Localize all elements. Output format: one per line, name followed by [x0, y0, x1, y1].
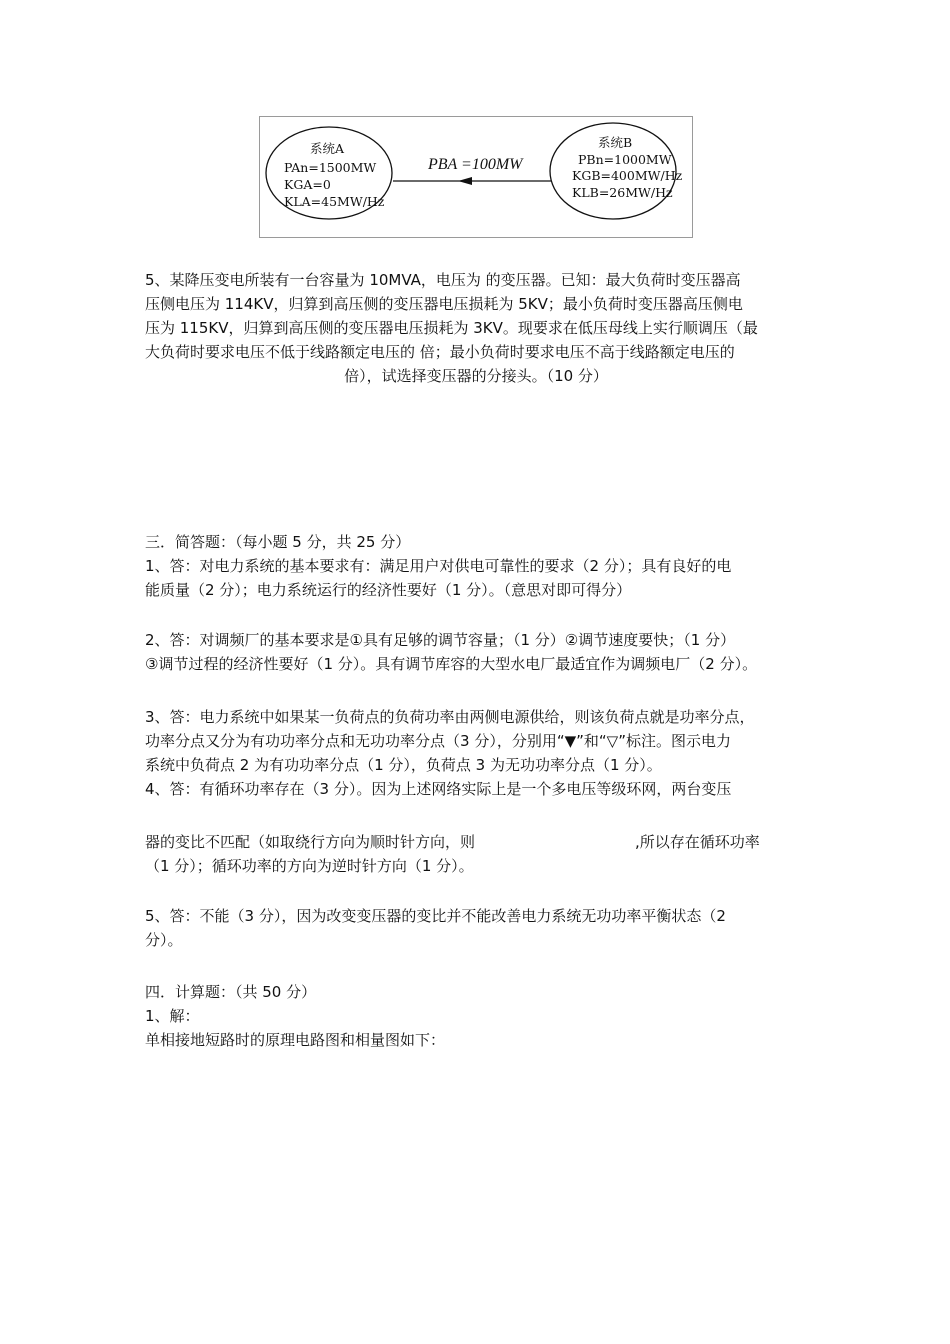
answer-2: [145, 628, 807, 676]
answer-4-line-1: 4、答：有循环功率存在（3 分）。因为上述网络实际上是一个多电压等级环网，两台变压: [145, 780, 732, 798]
answer-4-line-2a: 器的变比不匹配（如取绕行方向为顺时针方向，则: [145, 833, 476, 851]
system-b-power: PBn=1000MW: [578, 152, 672, 167]
power-system-figure: [259, 116, 693, 238]
answer-3: [145, 705, 807, 801]
section-4-line-1: 1、解：: [145, 1007, 200, 1025]
system-b-kl: KLB=26MW/Hz: [572, 185, 673, 200]
answer-2-line-2: ③调节过程的经济性要好（1 分）。具有调节库容的大型水电厂最适宜作为调频电厂（2 分）。: [145, 655, 758, 673]
answer-2-line-1: 2、答：对调频厂的基本要求是①具有足够的调节容量；（1 分）②调节速度要快；（1 分）: [145, 631, 736, 649]
answer-1-line-2: 能质量（2 分）；电力系统运行的经济性要好（1 分）。（意思对即可得分）: [145, 581, 632, 599]
section-4: [145, 980, 807, 1052]
flow-arrow-icon: [458, 177, 472, 185]
system-b-title: 系统B: [598, 135, 633, 150]
q5-line-1: 5、某降压变电所装有一台容量为 10MVA，电压为 的变压器。已知：最大负荷时变压器高: [145, 271, 741, 289]
system-a-title: 系统A: [310, 141, 345, 156]
question-5: [145, 268, 807, 388]
system-a-kg: KGA=0: [284, 177, 331, 192]
system-a-kl: KLA=45MW/Hz: [284, 194, 385, 209]
answer-5: [145, 904, 807, 952]
section-4-line-2: 单相接地短路时的原理电路图和相量图如下：: [145, 1031, 446, 1049]
system-a-power: PAn=1500MW: [284, 160, 377, 175]
answer-3-line-2: 功率分点又分为有功功率分点和无功功率分点（3 分），分别用“▼”和“▽”标注。图示电力: [145, 732, 731, 750]
q5-line-2: 压侧电压为 114KV，归算到高压侧的变压器电压损耗为 5KV；最小负荷时变压器高压侧电: [145, 295, 743, 313]
answer-5-line-2: 分）。: [145, 931, 183, 949]
answer-3-line-1: 3、答：电力系统中如果某一负荷点的负荷功率由两侧电源供给，则该负荷点就是功率分点，: [145, 708, 755, 726]
answer-4-line-3: （1 分）；循环功率的方向为逆时针方向（1 分）。: [145, 857, 474, 875]
answer-4-line-2b: ,所以存在循环功率: [635, 833, 760, 851]
answer-1-line-1: 1、答：对电力系统的基本要求有：满足用户对供电可靠性的要求（2 分）；具有良好的电: [145, 557, 732, 575]
q5-line-5: 倍），试选择变压器的分接头。（10 分）: [344, 367, 608, 385]
section-3-heading: 三．简答题：（每小题 5 分，共 25 分）: [145, 533, 411, 551]
answer-5-line-1: 5、答：不能（3 分），因为改变变压器的变比并不能改善电力系统无功功率平衡状态（2: [145, 907, 726, 925]
q5-line-3: 压为 115KV，归算到高压侧的变压器电压损耗为 3KV。现要求在低压母线上实行顺调压（最: [145, 319, 758, 337]
power-flow-label: PBA =100MW: [428, 156, 523, 173]
answer-3-line-3: 系统中负荷点 2 为有功功率分点（1 分），负荷点 3 为无功功率分点（1 分）。: [145, 756, 662, 774]
answer-4-line-2: [145, 830, 807, 854]
section-4-heading: 四．计算题：（共 50 分）: [145, 983, 317, 1001]
system-diagram: [260, 117, 692, 237]
answer-4-cont: [145, 830, 807, 878]
q5-line-4: 大负荷时要求电压不低于线路额定电压的 倍；最小负荷时要求电压不高于线路额定电压的: [145, 343, 735, 361]
system-b-kg: KGB=400MW/Hz: [572, 168, 683, 183]
section-3: [145, 530, 807, 602]
